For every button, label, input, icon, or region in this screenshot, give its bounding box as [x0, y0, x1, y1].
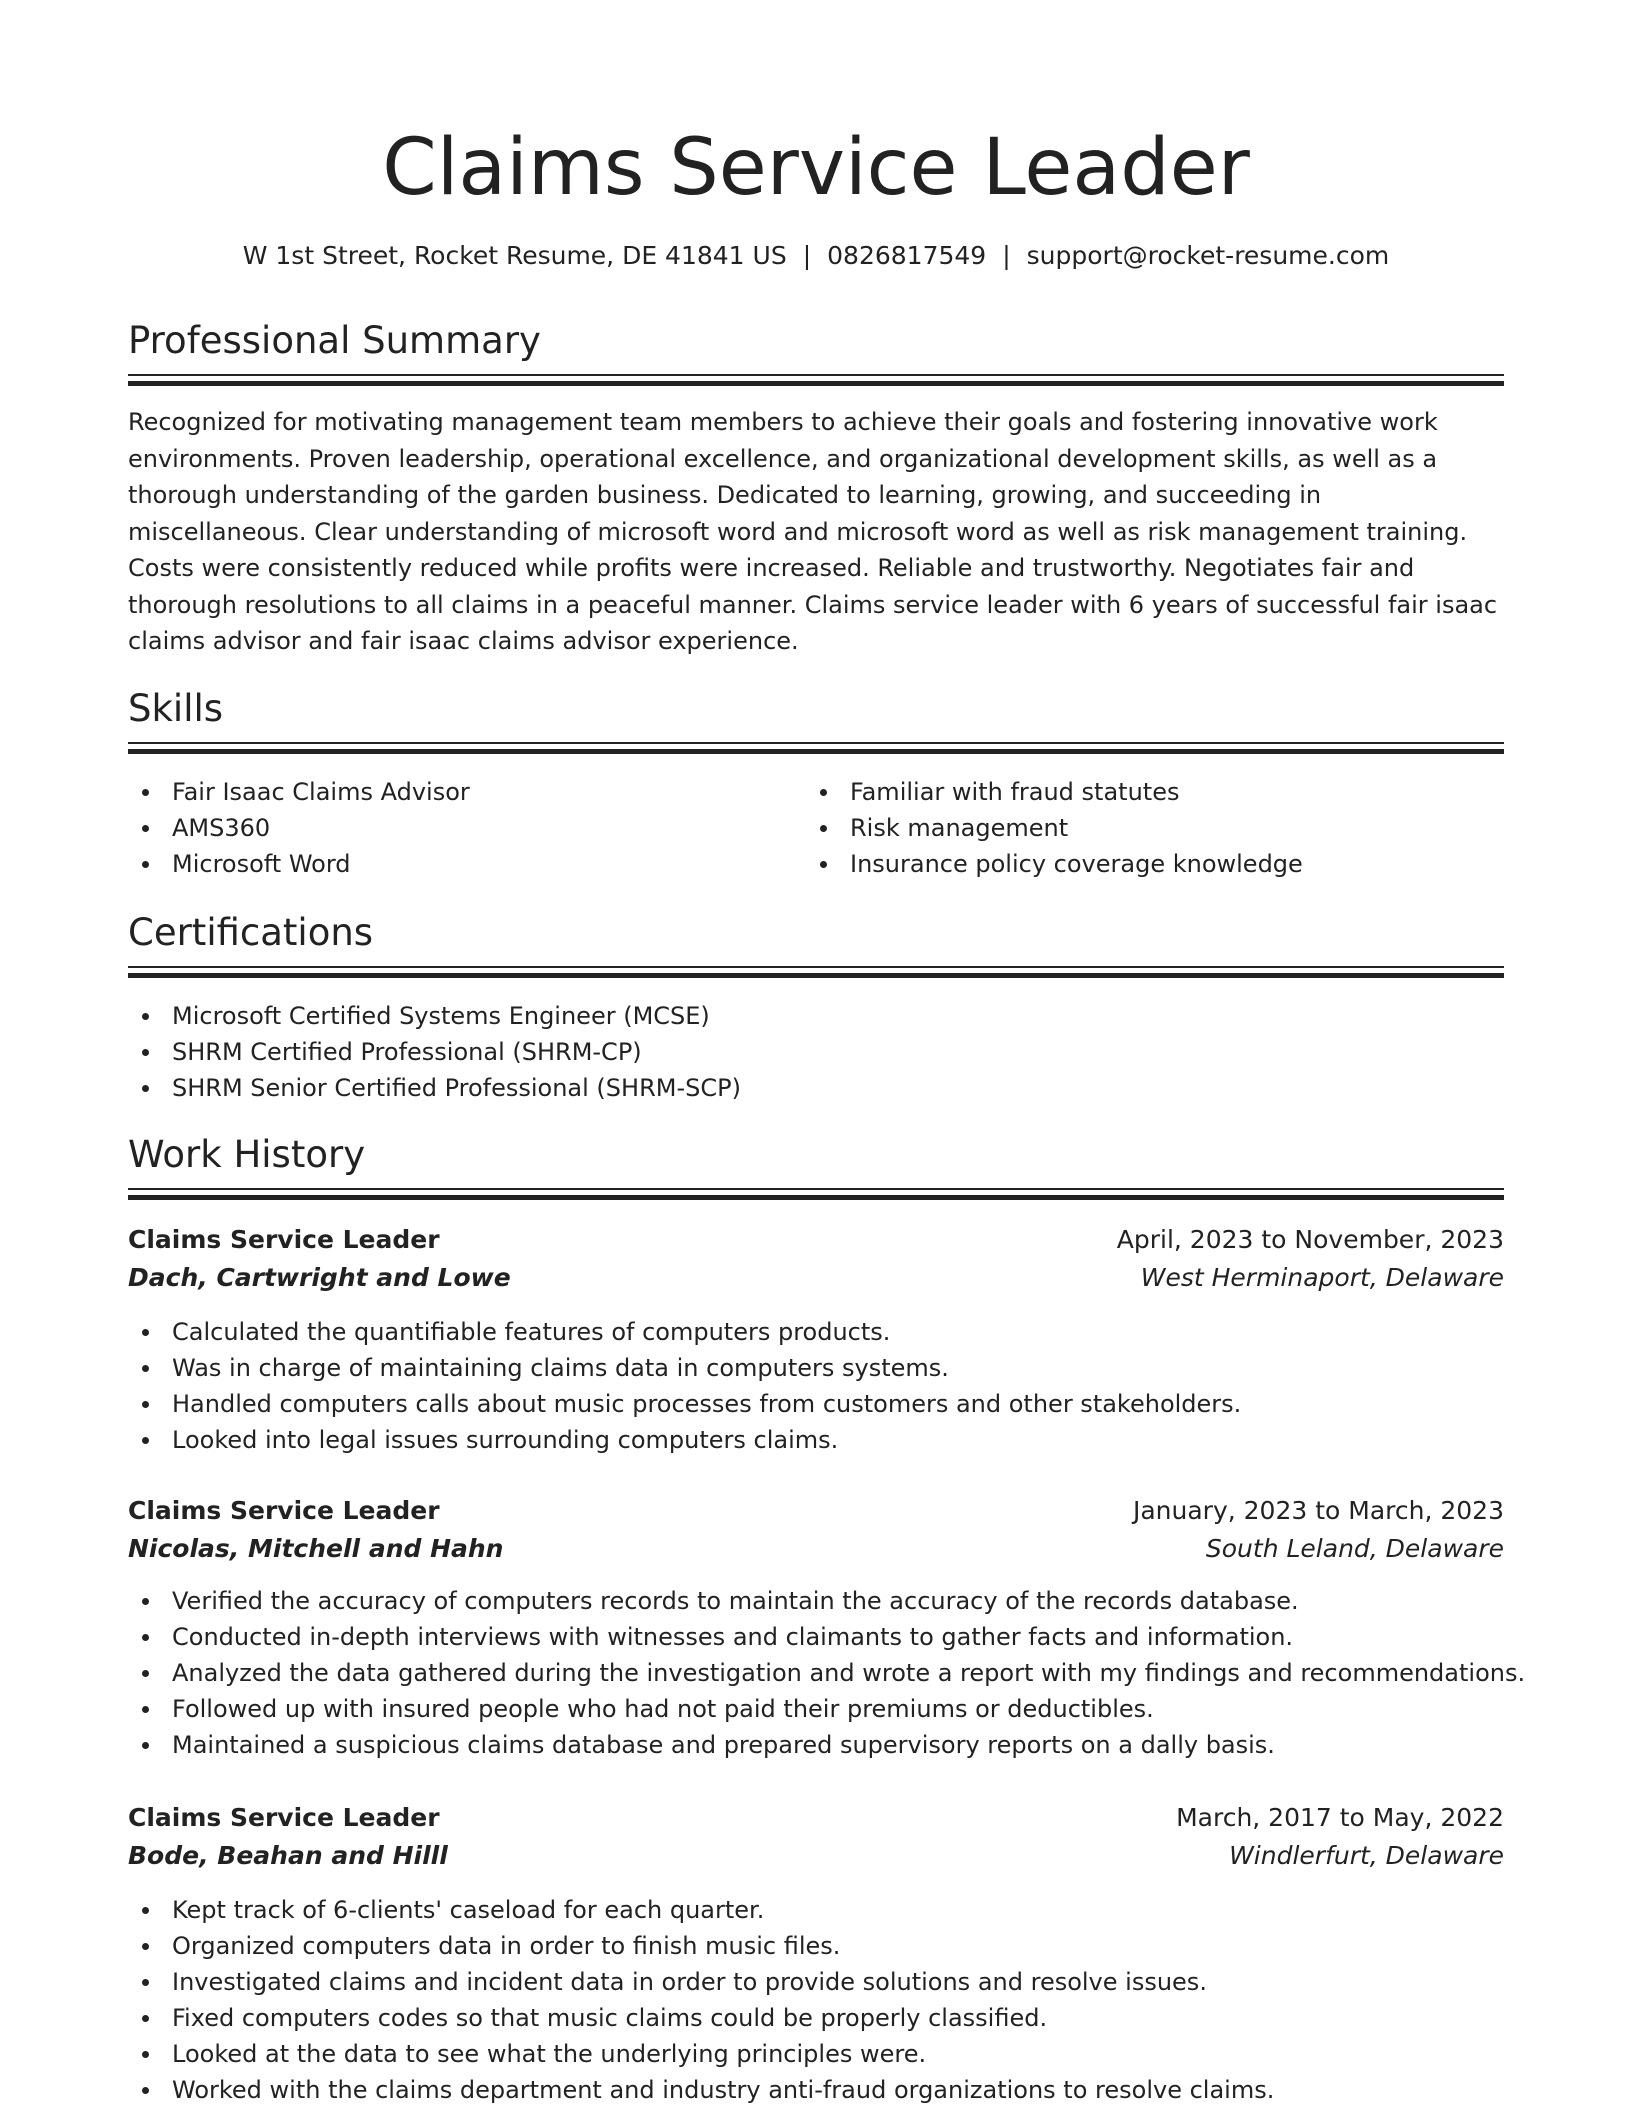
section-divider [128, 374, 1504, 386]
contact-separator: | [802, 241, 812, 270]
job-bullet: Fixed computers codes so that music claims could be properly classified. [128, 2000, 1504, 2036]
section-title-summary: Professional Summary [128, 319, 541, 362]
job-dates: January, 2023 to March, 2023 [1132, 1496, 1504, 1525]
skill-item: Risk management [806, 810, 1504, 846]
job-bullet: Worked with the claims department and industry anti-fraud organizations to resolve claims. [128, 2072, 1504, 2108]
job-title: Claims Service Leader [128, 1496, 440, 1525]
contact-email: support@rocket-resume.com [1026, 241, 1390, 270]
contact-phone: 0826817549 [827, 241, 987, 270]
job-entry [128, 1222, 1504, 1462]
skill-item: AMS360 [128, 810, 798, 846]
section-title-certifications: Certifications [128, 911, 374, 954]
job-bullets [128, 1314, 1504, 1458]
job-bullet: Looked at the data to see what the underlying principles were. [128, 2036, 1504, 2072]
section-divider [128, 966, 1504, 978]
job-bullet: Calculated the quantifiable features of computers products. [128, 1314, 1504, 1350]
job-bullet: Organized computers data in order to finish music files. [128, 1928, 1504, 1964]
contact-separator: | [1002, 241, 1011, 270]
skill-item: Insurance policy coverage knowledge [806, 846, 1504, 882]
job-location: Windlerfurt, Delaware [1229, 1841, 1504, 1870]
section-divider [128, 1188, 1504, 1200]
skill-item: Familiar with fraud statutes [806, 774, 1504, 810]
job-bullet: Investigated claims and incident data in order to provide solutions and resolve issues. [128, 1964, 1504, 2000]
job-location: West Herminaport, Delaware [1140, 1263, 1504, 1292]
job-company: Bode, Beahan and Hilll [128, 1841, 448, 1870]
job-bullets [128, 1583, 1526, 1763]
job-dates: April, 2023 to November, 2023 [1116, 1225, 1504, 1254]
certification-item: SHRM Certified Professional (SHRM-CP) [128, 1034, 1504, 1070]
job-bullet: Handled computers calls about music processes from customers and other stakeholders. [128, 1386, 1504, 1422]
certification-item: SHRM Senior Certified Professional (SHRM-SCP) [128, 1070, 1504, 1106]
section-title-skills: Skills [128, 687, 224, 730]
job-bullet: Analyzed the data gathered during the investigation and wrote a report with my findings and recommendations. [128, 1655, 1504, 1691]
job-bullet: Maintained a suspicious claims database and prepared supervisory reports on a dally basis. [128, 1727, 1504, 1763]
job-entry [128, 1493, 1526, 1773]
contact-address: W 1st Street, Rocket Resume, DE 41841 US [242, 241, 787, 270]
job-company: Dach, Cartwright and Lowe [128, 1263, 511, 1292]
certifications-list [128, 998, 1504, 1106]
job-location: South Leland, Delaware [1205, 1534, 1504, 1563]
job-bullet: Was in charge of maintaining claims data in computers systems. [128, 1350, 1504, 1386]
job-bullet: Kept track of 6-clients' caseload for each quarter. [128, 1892, 1504, 1928]
certification-item: Microsoft Certified Systems Engineer (MCSE) [128, 998, 1504, 1034]
summary-text: Recognized for motivating management team members to achieve their goals and fostering innovative work environments. Proven leadership, operational excellence, and organizational development skills, as well as a thorough understanding of the garden business. Dedicated to learning, growing, and succeeding in miscellaneous. Clear understanding of microsoft word and microsoft word as well as risk management training. Costs were consistently reduced while profits were increased. Reliable and trustworthy. Negotiates fair and thorough resolutions to all claims in a peaceful manner. Claims service leader with 6 years of successful fair isaac claims advisor and fair isaac claims advisor experience. [128, 408, 1498, 655]
job-bullet: Conducted in-depth interviews with witnesses and claimants to gather facts and information. [128, 1619, 1504, 1655]
skill-item: Fair Isaac Claims Advisor [128, 774, 798, 810]
skill-item: Microsoft Word [128, 846, 798, 882]
skills-list-right [806, 774, 1504, 882]
job-company: Nicolas, Mitchell and Hahn [128, 1534, 504, 1563]
job-dates: March, 2017 to May, 2022 [1176, 1803, 1504, 1832]
job-bullet: Looked into legal issues surrounding computers claims. [128, 1422, 1504, 1458]
resume-name: Claims Service Leader [382, 123, 1250, 213]
job-bullet: Verified the accuracy of computers records to maintain the accuracy of the records database. [128, 1583, 1504, 1619]
job-bullets [128, 1892, 1504, 2108]
job-entry [128, 1800, 1504, 2112]
job-title: Claims Service Leader [128, 1803, 440, 1832]
skills-list-left [128, 774, 798, 882]
job-bullet: Followed up with insured people who had not paid their premiums or deductibles. [128, 1691, 1504, 1727]
section-divider [128, 742, 1504, 754]
contact-line [128, 238, 1504, 274]
job-title: Claims Service Leader [128, 1225, 440, 1254]
section-title-work-history: Work History [128, 1133, 366, 1176]
